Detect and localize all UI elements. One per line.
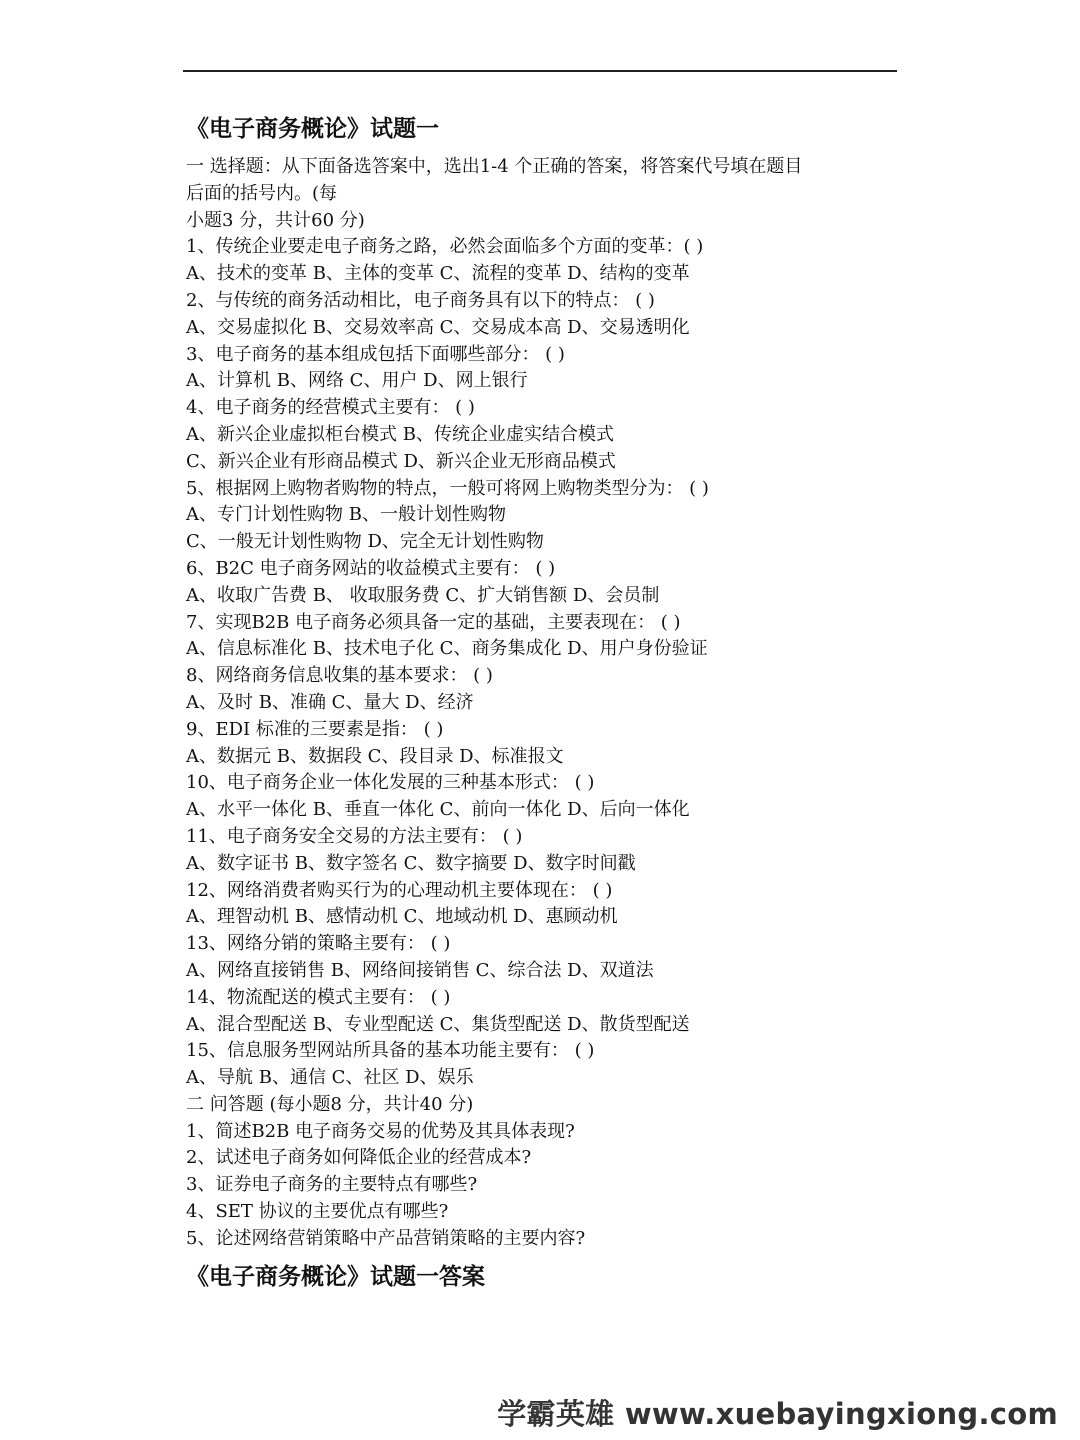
text-line: 1、传统企业要走电子商务之路，必然会面临多个方面的变革：( ) (186, 236, 704, 258)
text-line: 10、电子商务企业一体化发展的三种基本形式： ( ) (186, 772, 595, 794)
text-line: 2、试述电子商务如何降低企业的经营成本? (186, 1147, 532, 1169)
text-line: A、信息标准化 B、技术电子化 C、商务集成化 D、用户身份验证 (186, 638, 708, 660)
text-line: A、网络直接销售 B、网络间接销售 C、综合法 D、双道法 (186, 959, 654, 981)
site-watermark: 学霸英雄 www.xuebayingxiong.com (497, 1397, 1058, 1431)
text-line: A、混合型配送 B、专业型配送 C、集货型配送 D、散货型配送 (186, 1013, 690, 1035)
text-line: 7、实现B2B 电子商务必须具备一定的基础，主要表现在： ( ) (186, 611, 681, 633)
text-line: C、一般无计划性购物 D、完全无计划性购物 (186, 531, 544, 553)
text-line: 14、物流配送的模式主要有： ( ) (186, 986, 451, 1008)
text-line: A、计算机 B、网络 C、用户 D、网上银行 (186, 370, 528, 392)
text-line: 5、根据网上购物者购物的特点，一般可将网上购物类型分为： ( ) (186, 477, 709, 499)
text-line: C、新兴企业有形商品模式 D、新兴企业无形商品模式 (186, 450, 616, 472)
text-line: 3、证券电子商务的主要特点有哪些? (186, 1174, 478, 1196)
text-line: 3、电子商务的基本组成包括下面哪些部分： ( ) (186, 343, 565, 365)
text-line: A、交易虚拟化 B、交易效率高 C、交易成本高 D、交易透明化 (186, 316, 690, 338)
text-line: 1、简述B2B 电子商务交易的优势及其具体表现? (186, 1120, 575, 1142)
text-line: A、及时 B、准确 C、量大 D、经济 (186, 691, 474, 713)
text-line: 2、与传统的商务活动相比，电子商务具有以下的特点： ( ) (186, 289, 655, 311)
document-body (186, 112, 898, 1294)
text-line: 6、B2C 电子商务网站的收益模式主要有： ( ) (186, 557, 556, 579)
text-line: A、数据元 B、数据段 C、段目录 D、标准报文 (186, 745, 564, 767)
text-line: 后面的括号内。(每 (186, 182, 338, 204)
question-lines (186, 154, 898, 1253)
text-line: 4、电子商务的经营模式主要有： ( ) (186, 397, 475, 419)
text-line: A、数字证书 B、数字签名 C、数字摘要 D、数字时间戳 (186, 852, 636, 874)
header-rule (183, 70, 897, 72)
text-line: 13、网络分销的策略主要有： ( ) (186, 933, 451, 955)
text-line: 4、SET 协议的主要优点有哪些? (186, 1201, 449, 1223)
text-line: A、收取广告费 B、 收取服务费 C、扩大销售额 D、会员制 (186, 584, 660, 606)
text-line: 9、EDI 标准的三要素是指： ( ) (186, 718, 444, 740)
text-line: A、导航 B、通信 C、社区 D、娱乐 (186, 1067, 474, 1089)
text-line: 小题3 分，共计60 分) (186, 209, 365, 231)
text-line: A、新兴企业虚拟柜台模式 B、传统企业虚实结合模式 (186, 423, 614, 445)
text-line: A、水平一体化 B、垂直一体化 C、前向一体化 D、后向一体化 (186, 799, 690, 821)
text-line: A、理智动机 B、感情动机 C、地域动机 D、惠顾动机 (186, 906, 618, 928)
text-line: 5、论述网络营销策略中产品营销策略的主要内容? (186, 1227, 586, 1249)
document-title: 《电子商务概论》试题一 (186, 116, 439, 142)
text-line: A、技术的变革 B、主体的变革 C、流程的变革 D、结构的变革 (186, 263, 690, 285)
text-line: 8、网络商务信息收集的基本要求： ( ) (186, 665, 493, 687)
answer-title: 《电子商务概论》试题一答案 (186, 1263, 485, 1290)
text-line: 15、信息服务型网站所具备的基本功能主要有： ( ) (186, 1040, 595, 1062)
text-line: 12、网络消费者购买行为的心理动机主要体现在： ( ) (186, 879, 613, 901)
text-line: A、专门计划性购物 B、一般计划性购物 (186, 504, 506, 526)
text-line: 二 问答题 (每小题8 分，共计40 分) (186, 1093, 474, 1115)
text-line: 一 选择题：从下面备选答案中，选出1-4 个正确的答案，将答案代号填在题目 (186, 156, 803, 177)
text-line: 11、电子商务安全交易的方法主要有： ( ) (186, 825, 523, 847)
